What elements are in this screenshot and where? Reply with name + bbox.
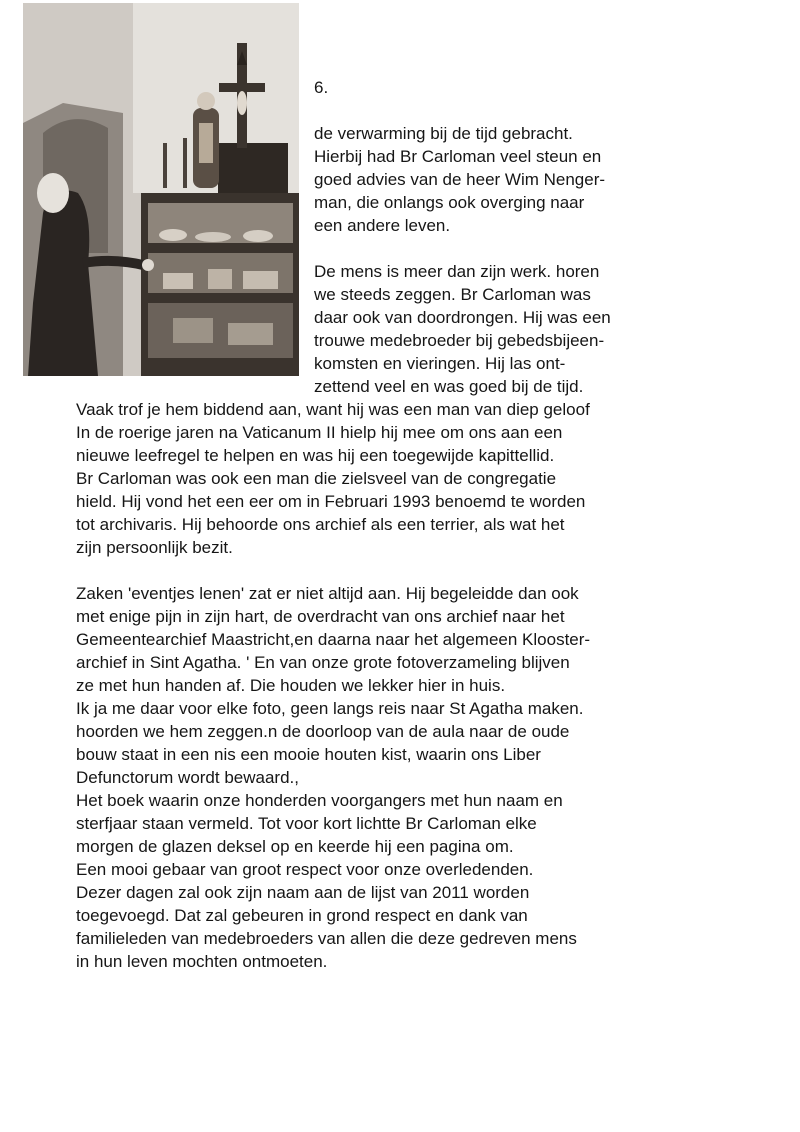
text-line: Ik ja me daar voor elke foto, geen langs reis naar St Agatha maken. <box>76 699 584 718</box>
text-line: zijn persoonlijk bezit. <box>76 538 233 557</box>
text-line: Br Carloman was ook een man die zielsveel van de congregatie <box>76 469 557 488</box>
text-line: Een mooi gebaar van groot respect voor onze overledenden. <box>76 860 534 879</box>
text-line: bouw staat in een nis een mooie houten kist, waarin ons Liber <box>76 745 541 764</box>
text-line: met enige pijn in zijn hart, de overdracht van ons archief naar het <box>76 607 565 626</box>
text-line: goed advies van de heer Wim Nenger- <box>314 170 606 189</box>
text-line: ze met hun handen af. Die houden we lekker hier in huis. <box>76 676 506 695</box>
top-text-column <box>314 122 754 398</box>
text-line: morgen de glazen deksel op en keerde hij een pagina om. <box>76 837 514 856</box>
text-line: in hun leven mochten ontmoeten. <box>76 952 328 971</box>
text-line: De mens is meer dan zijn werk. horen <box>314 262 600 281</box>
text-line: familieleden van medebroeders van allen die deze gedreven mens <box>76 929 577 948</box>
bottom-text-column <box>76 398 756 973</box>
museum-photo <box>23 3 299 376</box>
text-line: komsten en vieringen. Hij las ont- <box>314 354 566 373</box>
text-line: trouwe medebroeder bij gebedsbijeen- <box>314 331 605 350</box>
text-line: Zaken 'eventjes lenen' zat er niet altijd aan. Hij begeleidde dan ook <box>76 584 579 603</box>
text-line: zettend veel en was goed bij de tijd. <box>314 377 584 396</box>
text-line: toegevoegd. Dat zal gebeuren in grond respect en dank van <box>76 906 528 925</box>
text-line: In de roerige jaren na Vaticanum II hielp hij mee om ons aan een <box>76 423 563 442</box>
text-line: man, die onlangs ook overging naar <box>314 193 585 212</box>
text-line: hoorden we hem zeggen.n de doorloop van de aula naar de oude <box>76 722 570 741</box>
text-line: Gemeentearchief Maastricht,en daarna naar het algemeen Klooster- <box>76 630 591 649</box>
text-line: hield. Hij vond het een eer om in Februari 1993 benoemd te worden <box>76 492 586 511</box>
text-line: we steeds zeggen. Br Carloman was <box>314 285 591 304</box>
text-line: tot archivaris. Hij behoorde ons archief als een terrier, als wat het <box>76 515 565 534</box>
text-line: Het boek waarin onze honderden voorgangers met hun naam en <box>76 791 563 810</box>
text-line: archief in Sint Agatha. ' En van onze grote fotoverzameling blijven <box>76 653 570 672</box>
text-line: sterfjaar staan vermeld. Tot voor kort lichtte Br Carloman elke <box>76 814 537 833</box>
text-line: Hierbij had Br Carloman veel steun en <box>314 147 602 166</box>
text-line: daar ook van doordrongen. Hij was een <box>314 308 611 327</box>
text-line: Vaak trof je hem biddend aan, want hij was een man van diep geloof <box>76 400 590 419</box>
text-line: Dezer dagen zal ook zijn naam aan de lijst van 2011 worden <box>76 883 530 902</box>
text-line: nieuwe leefregel te helpen en was hij een toegewijde kapittellid. <box>76 446 555 465</box>
text-line: een andere leven. <box>314 216 451 235</box>
text-line: Defunctorum wordt bewaard., <box>76 768 299 787</box>
text-line: de verwarming bij de tijd gebracht. <box>314 124 573 143</box>
page-number: 6. <box>314 78 329 97</box>
